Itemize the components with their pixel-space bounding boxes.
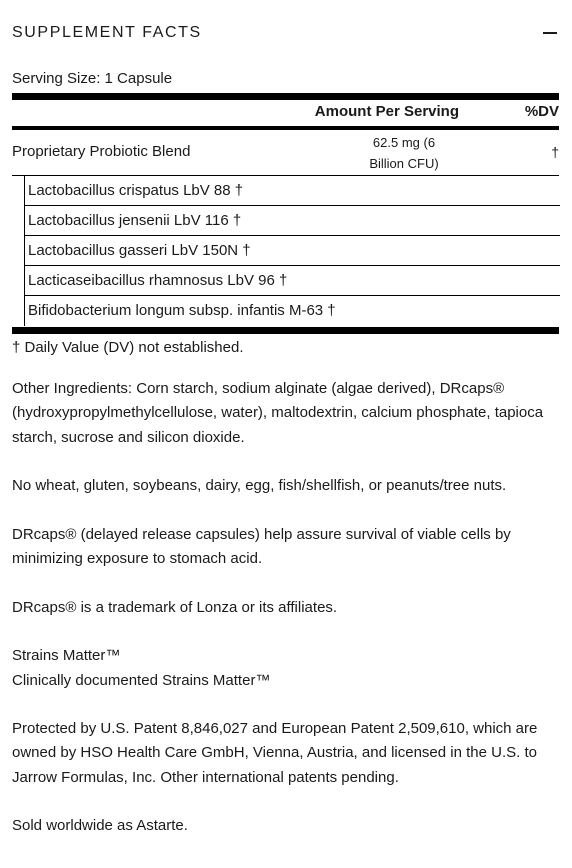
strain-row: Bifidobacterium longum subsp. infantis M-63 † <box>28 302 336 319</box>
strain-row: Lactobacillus gasseri LbV 150N † <box>25 236 560 266</box>
section-title: SUPPLEMENT FACTS <box>12 24 202 41</box>
dv-footnote: † Daily Value (DV) not established. <box>12 339 244 356</box>
strain-row: Lacticaseibacillus rhamnosus LbV 96 † <box>25 266 560 296</box>
trademark-note: DRcaps® is a trademark of Lonza or its affiliates. <box>12 598 338 616</box>
amount-per-serving-header: Amount Per Serving <box>314 103 459 120</box>
minus-icon[interactable] <box>543 32 557 34</box>
drcaps-note: DRcaps® (delayed release capsules) help assure survival of viable cells by minimizing exposure to stomach acid. <box>12 525 511 568</box>
header-rule <box>12 126 559 130</box>
blend-amount <box>349 132 459 174</box>
blend-amount-line1: 62.5 mg (6 <box>372 135 436 150</box>
strains-matter-clinical: Clinically documented Strains Matter™ <box>12 671 271 689</box>
strains-matter: Strains Matter™ <box>12 647 121 665</box>
patent-note: Protected by U.S. Patent 8,846,027 and European Patent 2,509,610, which are owned by HSO Health Care GmbH, Vienna, Austria, and licensed in the U.S. to Jarrow Formulas, Inc. Other international patents pending. <box>12 720 538 786</box>
daily-value-header: %DV <box>524 103 559 120</box>
other-ingredients: Other Ingredients: Corn starch, sodium alginate (algae derived), DRcaps® (hydroxypropylmethylcellulose, water), maltodextrin, calcium phosphate, tapioca starch, sucrose and silicon dioxide. <box>12 380 544 446</box>
table-header-row <box>12 101 559 125</box>
strain-row: Lactobacillus crispatus LbV 88 † <box>25 176 560 206</box>
serving-size: Serving Size: 1 Capsule <box>12 70 173 87</box>
sold-note: Sold worldwide as Astarte. <box>12 817 188 835</box>
product-info <box>12 377 560 863</box>
supplement-facts-toggle[interactable] <box>12 18 560 48</box>
blend-dv: † <box>551 144 559 160</box>
blend-name: Proprietary Probiotic Blend <box>12 143 191 160</box>
strain-list <box>24 176 560 326</box>
allergen-note: No wheat, gluten, soybeans, dairy, egg, fish/shellfish, or peanuts/tree nuts. <box>12 477 507 495</box>
blend-amount-line2: Billion CFU) <box>369 156 439 171</box>
strain-row: Lactobacillus jensenii LbV 116 † <box>25 206 560 236</box>
bottom-thick-rule <box>12 327 559 334</box>
top-thick-rule <box>12 93 559 100</box>
blend-row <box>12 131 559 175</box>
